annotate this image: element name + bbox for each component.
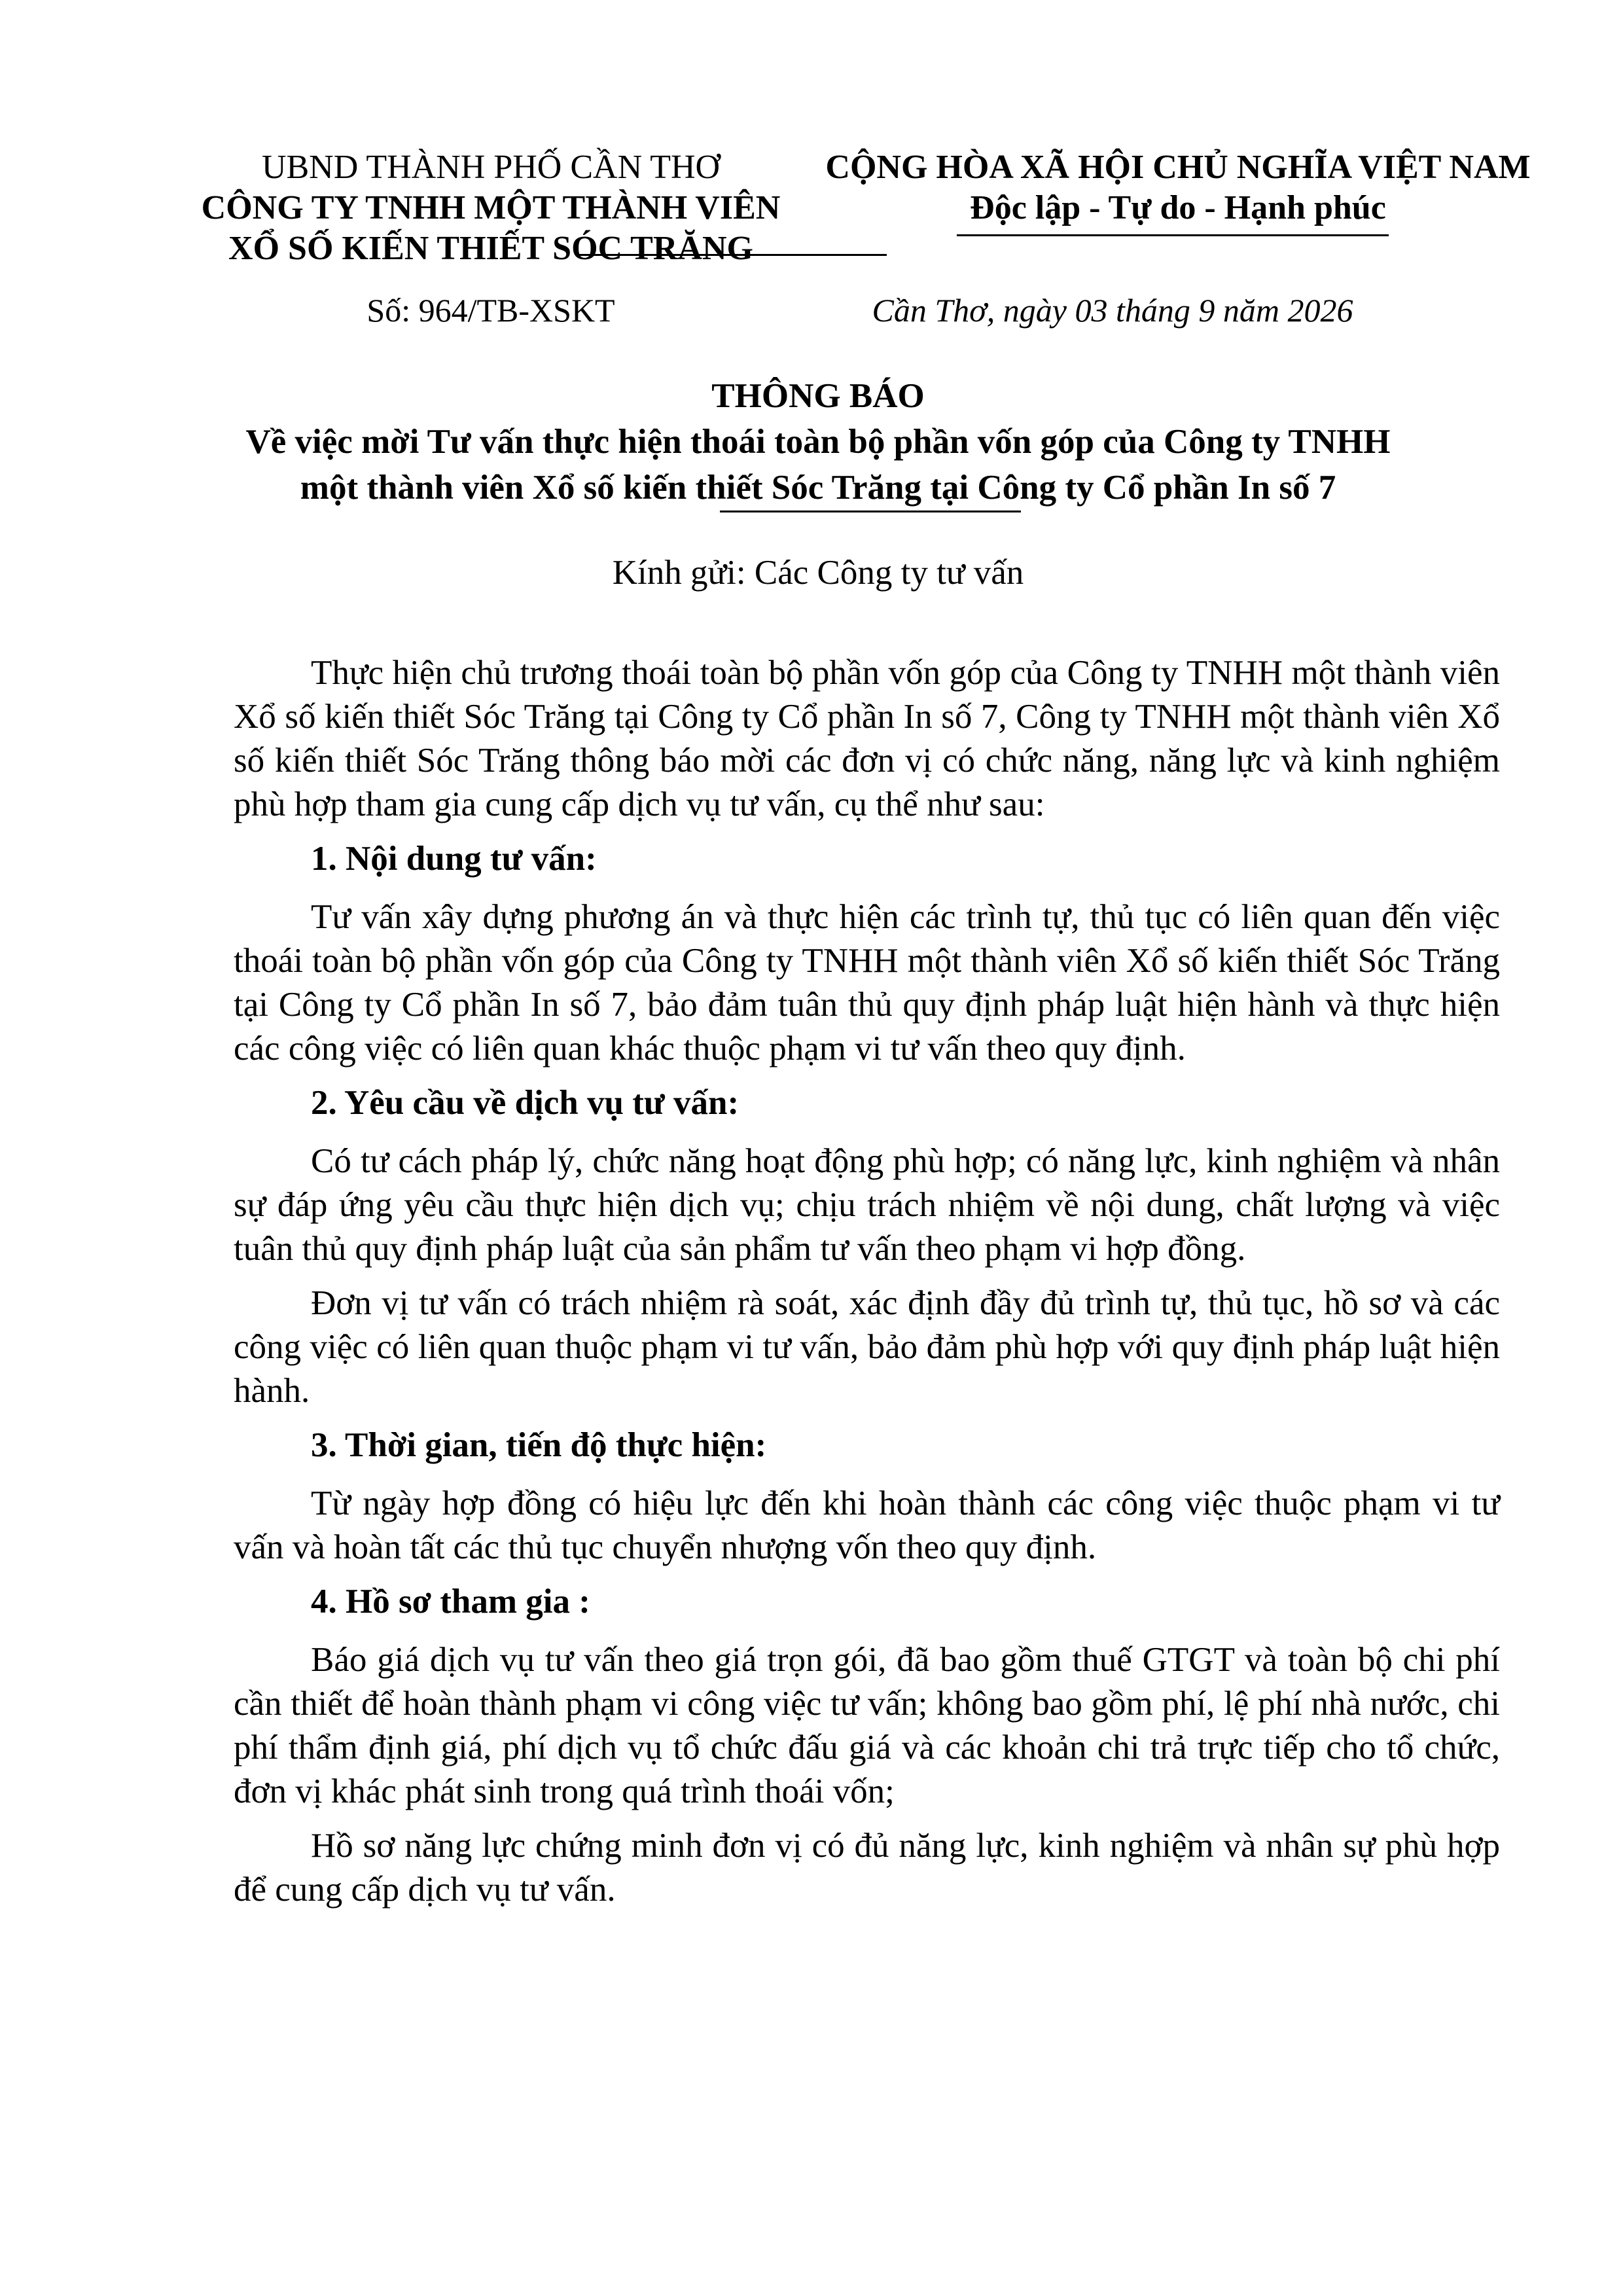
recipient: Kính gửi: Các Công ty tư vấn (612, 554, 1024, 592)
section-4-paragraph-2: Hồ sơ năng lực chứng minh đơn vị có đủ năng lực, kinh nghiệm và nhân sự phù hợp để cung cấp dịch vụ tư vấn. (234, 1827, 1500, 1909)
section-2-paragraph-1: Có tư cách pháp lý, chức năng hoạt động phù hợp; có năng lực, kinh nghiệm và nhân sự đáp ứng yêu cầu thực hiện dịch vụ; chịu trách nhiệm về nội dung, chất lượng và việc tuân thủ quy định pháp luật của sản phẩm tư vấn theo phạm vi hợp đồng. (234, 1142, 1500, 1268)
section-2-paragraph-2: Đơn vị tư vấn có trách nhiệm rà soát, xác định đầy đủ trình tự, thủ tục, hồ sơ và các công việc có liên quan thuộc phạm vi tư vấn, bảo đảm phù hợp với quy định pháp luật hiện hành. (234, 1284, 1500, 1410)
document-number: Số: 964/TB-XSKT (366, 292, 615, 329)
motto-underline (957, 234, 1389, 236)
title-line-2: một thành viên Xổ số kiến thiết Sóc Trăng tại Công ty Cổ phần In số 7 (300, 469, 1336, 507)
section-2-heading: 2. Yêu cầu về dịch vụ tư vấn: (311, 1084, 740, 1122)
issuer-block (164, 147, 818, 269)
section-1-paragraph: Tư vấn xây dựng phương án và thực hiện các trình tự, thủ tục có liên quan đến việc thoái toàn bộ phần vốn góp của Công ty TNHH một thành viên Xổ số kiến thiết Sóc Trăng tại Công ty Cổ phần In số 7, bảo đảm tuân thủ quy định pháp luật hiện hành và thực hiện các công việc có liên quan khác thuộc phạm vi tư vấn theo quy định. (234, 898, 1500, 1067)
place-date: Cần Thơ, ngày 03 tháng 9 năm 2026 (872, 292, 1353, 329)
document-title (196, 373, 1440, 511)
section-3-heading: 3. Thời gian, tiến độ thực hiện: (311, 1426, 767, 1464)
issuer-authority: UBND THÀNH PHỐ CẦN THƠ (261, 149, 721, 186)
national-title: CỘNG HÒA XÃ HỘI CHỦ NGHĨA VIỆT NAM (825, 149, 1531, 186)
national-motto: Độc lập - Tự do - Hạnh phúc (970, 189, 1386, 226)
issuer-company-line1: CÔNG TY TNHH MỘT THÀNH VIÊN (201, 189, 781, 226)
section-3-paragraph: Từ ngày hợp đồng có hiệu lực đến khi hoàn thành các công việc thuộc phạm vi tư vấn và hoàn tất các thủ tục chuyển nhượng vốn theo quy định. (234, 1484, 1500, 1566)
section-4-heading: 4. Hồ sơ tham gia : (311, 1583, 590, 1621)
issuer-company-line2: XỔ SỐ KIẾN THIẾT SÓC TRĂNG (228, 230, 753, 267)
section-1-heading: 1. Nội dung tư vấn: (311, 840, 597, 878)
document-body (234, 651, 1500, 1922)
section-4-paragraph-1: Báo giá dịch vụ tư vấn theo giá trọn gói, đã bao gồm thuế GTGT và toàn bộ chi phí cần thiết để hoàn thành phạm vi công việc tư vấn; không bao gồm phí, lệ phí nhà nước, chi phí thẩm định giá, phí dịch vụ tổ chức đấu giá và các khoản chi trả trực tiếp cho tổ chức, đơn vị khác phát sinh trong quá trình thoái vốn; (234, 1641, 1500, 1810)
title-underline (720, 511, 1021, 512)
issuer-underline (576, 254, 887, 256)
national-motto-block (785, 147, 1571, 228)
intro-paragraph: Thực hiện chủ trương thoái toàn bộ phần vốn góp của Công ty TNHH một thành viên Xổ số kiến thiết Sóc Trăng tại Công ty Cổ phần In số 7, Công ty TNHH một thành viên Xổ số kiến thiết Sóc Trăng thông báo mời các đơn vị có chức năng, năng lực và kinh nghiệm phù hợp tham gia cung cấp dịch vụ tư vấn, cụ thể như sau: (234, 654, 1500, 823)
title-heading: THÔNG BÁO (711, 377, 925, 415)
title-line-1: Về việc mời Tư vấn thực hiện thoái toàn bộ phần vốn góp của Công ty TNHH (245, 423, 1391, 461)
